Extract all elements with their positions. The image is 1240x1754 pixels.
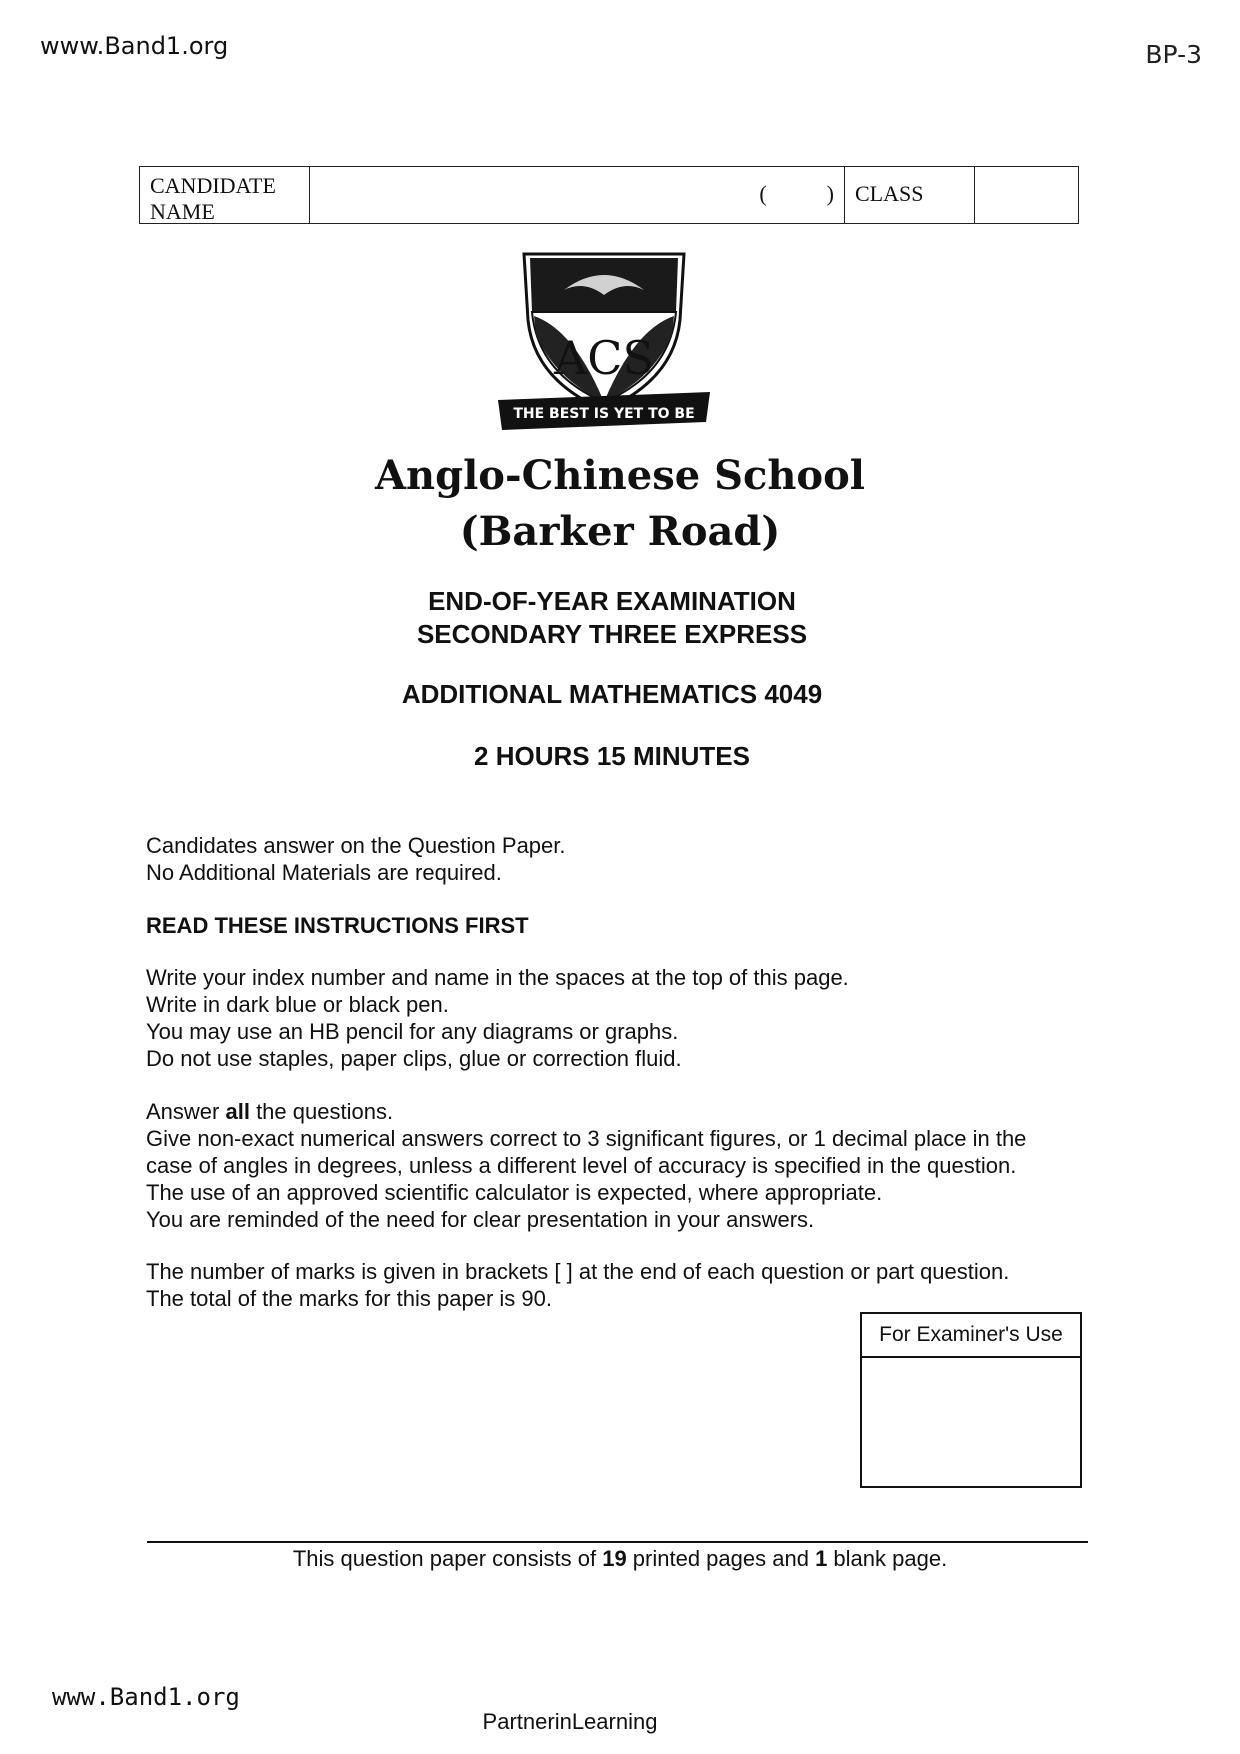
exam-title-line1: END-OF-YEAR EXAMINATION	[428, 586, 796, 616]
exam-title-line2: SECONDARY THREE EXPRESS	[416, 619, 808, 649]
instructions-block-1: Write your index number and name in the spaces at the top of this page. Write in dark blue or black pen. You may use an HB pencil for any diagrams or graphs. Do not use staples, paper clips, glue or correction fluid.	[146, 965, 849, 1071]
watermark-top: www.Band1.org	[40, 32, 229, 60]
school-name-line2: (Barker Road)	[459, 508, 781, 555]
crest-motto: THE BEST IS YET TO BE	[513, 406, 695, 422]
instructions-block-2: Answer all the questions. Give non-exact numerical answers correct to 3 significant figures, or 1 decimal place in the case of angles in degrees, unless a different level of accuracy is specified in the question. The use of an approved scientific calculator is expected, where appropriate. You are reminded of the need for clear presentation in your answers.	[146, 1098, 1106, 1233]
candidate-details-table	[139, 166, 1079, 224]
crest-monogram: ACS	[554, 331, 654, 385]
watermark-bottom: www.Band1.org	[52, 1683, 240, 1711]
footer-divider	[147, 1541, 1088, 1543]
class-field[interactable]	[975, 167, 1078, 223]
document-code: BP-3	[1145, 40, 1202, 69]
page-count-note: This question paper consists of 19 printed pages and 1 blank page.	[292, 1546, 948, 1571]
class-label: CLASS	[845, 167, 975, 223]
school-crest-icon	[494, 250, 714, 440]
candidate-name-field[interactable]	[310, 167, 845, 223]
examiner-use-label: For Examiner's Use	[862, 1314, 1080, 1358]
school-name-line1: Anglo-Chinese School	[375, 452, 865, 499]
footer-tagline: PartnerinLearning	[482, 1709, 658, 1734]
exam-subject: ADDITIONAL MATHEMATICS 4049	[401, 679, 823, 709]
marks-block: The number of marks is given in brackets [ ] at the end of each question or part question. The total of the marks for this paper is 90.	[146, 1259, 1010, 1311]
answer-all-line: Answer all the questions.	[146, 1099, 394, 1124]
candidate-name-label: CANDIDATE NAME	[140, 167, 310, 223]
instructions-heading: READ THESE INSTRUCTIONS FIRST	[146, 913, 529, 938]
examiner-use-box	[860, 1312, 1082, 1488]
exam-duration: 2 HOURS 15 MINUTES	[474, 741, 750, 771]
index-number-field[interactable]: ( )	[759, 181, 834, 206]
materials-block: Candidates answer on the Question Paper. No Additional Materials are required.	[146, 833, 566, 885]
